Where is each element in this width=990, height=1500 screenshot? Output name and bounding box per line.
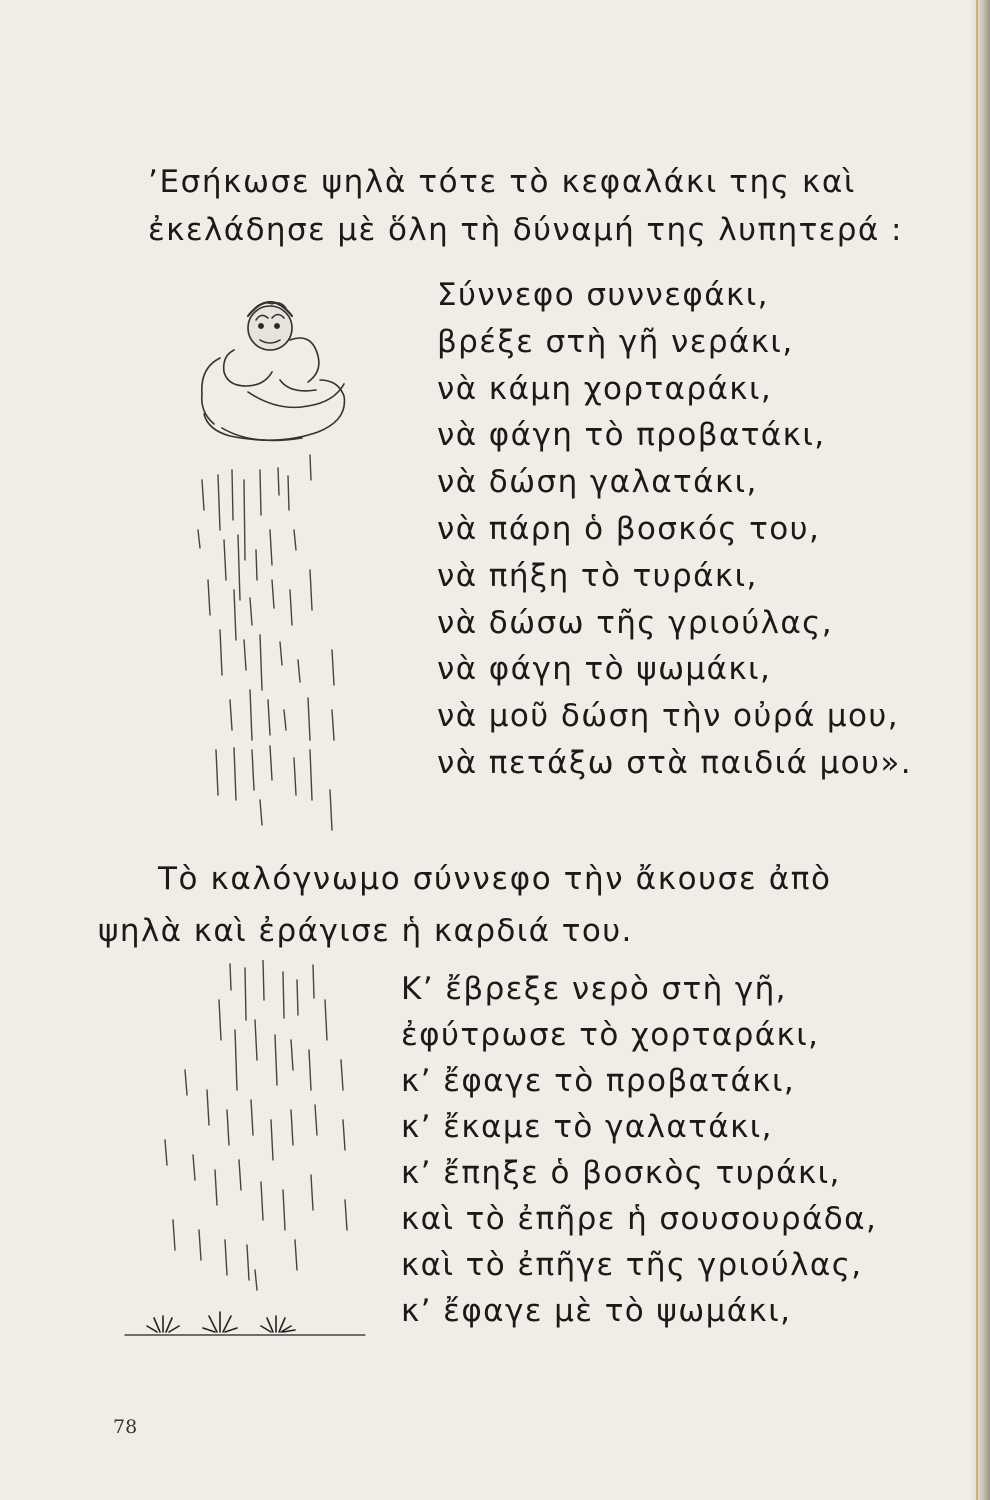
poem-2-line: κ’ ἔπηξε ὁ βοσκὸς τυράκι,	[401, 1155, 841, 1191]
poem-1-line: νὰ φάγη τὸ ψωμάκι,	[437, 651, 772, 688]
poem-1-line: Σύννεφο συννεφάκι,	[437, 277, 769, 313]
page-edge	[968, 0, 990, 1500]
poem-2-line: κ’ ἔφαγε μὲ τὸ ψωμάκι,	[401, 1293, 792, 1329]
paragraph-1	[148, 158, 903, 254]
paragraph-1-line-2: ἐκελάδησε μὲ ὅλη τὴ δύναμή της λυπητερά :	[148, 212, 903, 248]
poem-1-line: νὰ δώση γαλατάκι,	[437, 464, 758, 501]
poem-2-line: κ’ ἔκαμε τὸ γαλατάκι,	[401, 1109, 773, 1145]
cloud-with-face-icon	[202, 302, 345, 440]
poem-2-line: καὶ τὸ ἐπῆρε ἡ σουσουράδα,	[401, 1201, 878, 1237]
poem-1-line: νὰ πάρη ὁ βοσκός του,	[437, 510, 821, 547]
paragraph-1-line-1: ’Εσήκωσε ψηλὰ τότε τὸ κεφαλάκι της καὶ	[148, 164, 857, 200]
poem-1-line: νὰ πήξη τὸ τυράκι,	[437, 557, 758, 594]
poem-2-line: Κ’ ἔβρεξε νερὸ στὴ γῆ,	[401, 971, 787, 1007]
poem-1	[437, 272, 912, 787]
poem-1-line: βρέξε στὴ γῆ νεράκι,	[437, 323, 794, 360]
page-number: 78	[113, 1416, 138, 1438]
poem-1-line: νὰ κάμη χορταράκι,	[437, 370, 773, 407]
poem-1-line: νὰ μοῦ δώση τὴν οὐρά μου,	[437, 698, 899, 735]
poem-2-line: καὶ τὸ ἐπῆγε τῆς γριούλας,	[401, 1247, 863, 1283]
paragraph-2-line-2: ψηλὰ καὶ ἐράγισε ἡ καρδιά του.	[98, 913, 633, 949]
paragraph-2	[98, 853, 832, 957]
rain-streaks-icon	[198, 455, 334, 830]
rain-streaks-icon	[165, 960, 347, 1290]
page-binding-line	[976, 0, 978, 1500]
poem-2-line: ἐφύτρωσε τὸ χορταράκι,	[401, 1017, 820, 1053]
poem-1-line: νὰ δώσω τῆς γριούλας,	[437, 604, 833, 641]
paragraph-2-line-1: Τὸ καλόγνωμο σύννεφο τὴν ἄκουσε ἀπὸ	[158, 861, 832, 897]
rain-illustration	[115, 960, 375, 1350]
cloud-illustration	[160, 280, 370, 840]
poem-1-line: νὰ φάγη τὸ προβατάκι,	[437, 417, 826, 454]
poem-1-line: νὰ πετάξω στὰ παιδιά μου».	[437, 744, 913, 781]
grass-tufts-icon	[125, 1312, 365, 1335]
poem-2-line: κ’ ἔφαγε τὸ προβατάκι,	[401, 1063, 796, 1099]
poem-2	[401, 966, 877, 1334]
